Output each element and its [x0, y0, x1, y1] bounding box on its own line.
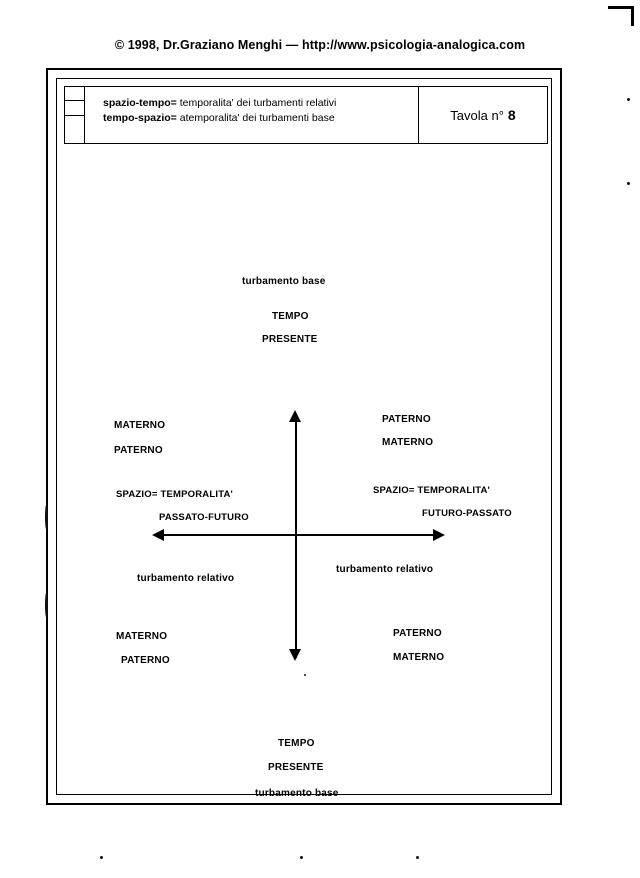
header-table	[64, 86, 548, 144]
top-tempo-label: TEMPO	[272, 311, 309, 322]
copyright-line: © 1998, Dr.Graziano Menghi — http://www.psicologia-analogica.com	[114, 38, 526, 52]
diagram-canvas	[64, 144, 548, 799]
bl-paterno-label: PATERNO	[121, 655, 170, 666]
bottom-turbamento-base-label: turbamento base	[255, 788, 339, 799]
tr-paterno-label: PATERNO	[382, 414, 431, 425]
page-frame-outer	[46, 68, 562, 805]
scan-speck	[304, 674, 306, 676]
header-definition-line-1	[103, 96, 418, 111]
tavola-number: 8	[507, 107, 516, 123]
scan-speck	[45, 592, 48, 618]
header-definition-2-text: atemporalita' dei turbamenti base	[176, 112, 335, 124]
scan-speck	[627, 182, 630, 185]
bottom-tempo-label: TEMPO	[278, 738, 315, 749]
horizontal-axis-line	[159, 534, 439, 536]
top-turbamento-base-label: turbamento base	[242, 276, 326, 287]
tavola-label: Tavola n°	[450, 107, 504, 123]
bl-materno-label: MATERNO	[116, 631, 168, 642]
scan-speck	[416, 856, 419, 859]
tl-paterno-label: PATERNO	[114, 445, 163, 456]
scan-speck	[300, 856, 303, 859]
tl-spazio-temporalita-label: SPAZIO= TEMPORALITA'	[116, 489, 234, 500]
tl-passato-futuro-label: PASSATO-FUTURO	[159, 512, 249, 523]
header-tavola-cell	[419, 87, 547, 143]
scan-speck	[627, 98, 630, 101]
header-definitions-cell	[85, 87, 419, 143]
tr-futuro-passato-label: FUTURO-PASSATO	[422, 508, 512, 519]
top-presente-label: PRESENTE	[262, 334, 318, 345]
scan-speck	[45, 504, 48, 530]
header-marks-cell	[65, 87, 85, 143]
tr-materno-label: MATERNO	[382, 437, 434, 448]
scan-artifact-corner-right	[631, 6, 634, 26]
header-definition-1-term: spazio-tempo=	[103, 97, 177, 109]
arrow-left-icon	[152, 529, 164, 541]
arrow-down-icon	[289, 649, 301, 661]
header-mark-line-2	[65, 115, 84, 116]
br-materno-label: MATERNO	[393, 652, 445, 663]
header-definition-line-2	[103, 111, 418, 126]
header-definition-2-term: tempo-spazio=	[103, 112, 177, 124]
vertical-axis-line	[295, 416, 297, 658]
bottom-presente-label: PRESENTE	[268, 762, 324, 773]
arrow-right-icon	[433, 529, 445, 541]
arrow-up-icon	[289, 410, 301, 422]
header-mark-line-1	[65, 100, 84, 101]
tl-materno-label: MATERNO	[114, 420, 166, 431]
header-definition-1-text: temporalita' dei turbamenti relativi	[176, 97, 337, 109]
br-turbamento-relativo-label: turbamento relativo	[336, 564, 434, 575]
br-paterno-label: PATERNO	[393, 628, 442, 639]
bl-turbamento-relativo-label: turbamento relativo	[137, 573, 235, 584]
scan-speck	[100, 856, 103, 859]
tr-spazio-temporalita-label: SPAZIO= TEMPORALITA'	[373, 485, 491, 496]
